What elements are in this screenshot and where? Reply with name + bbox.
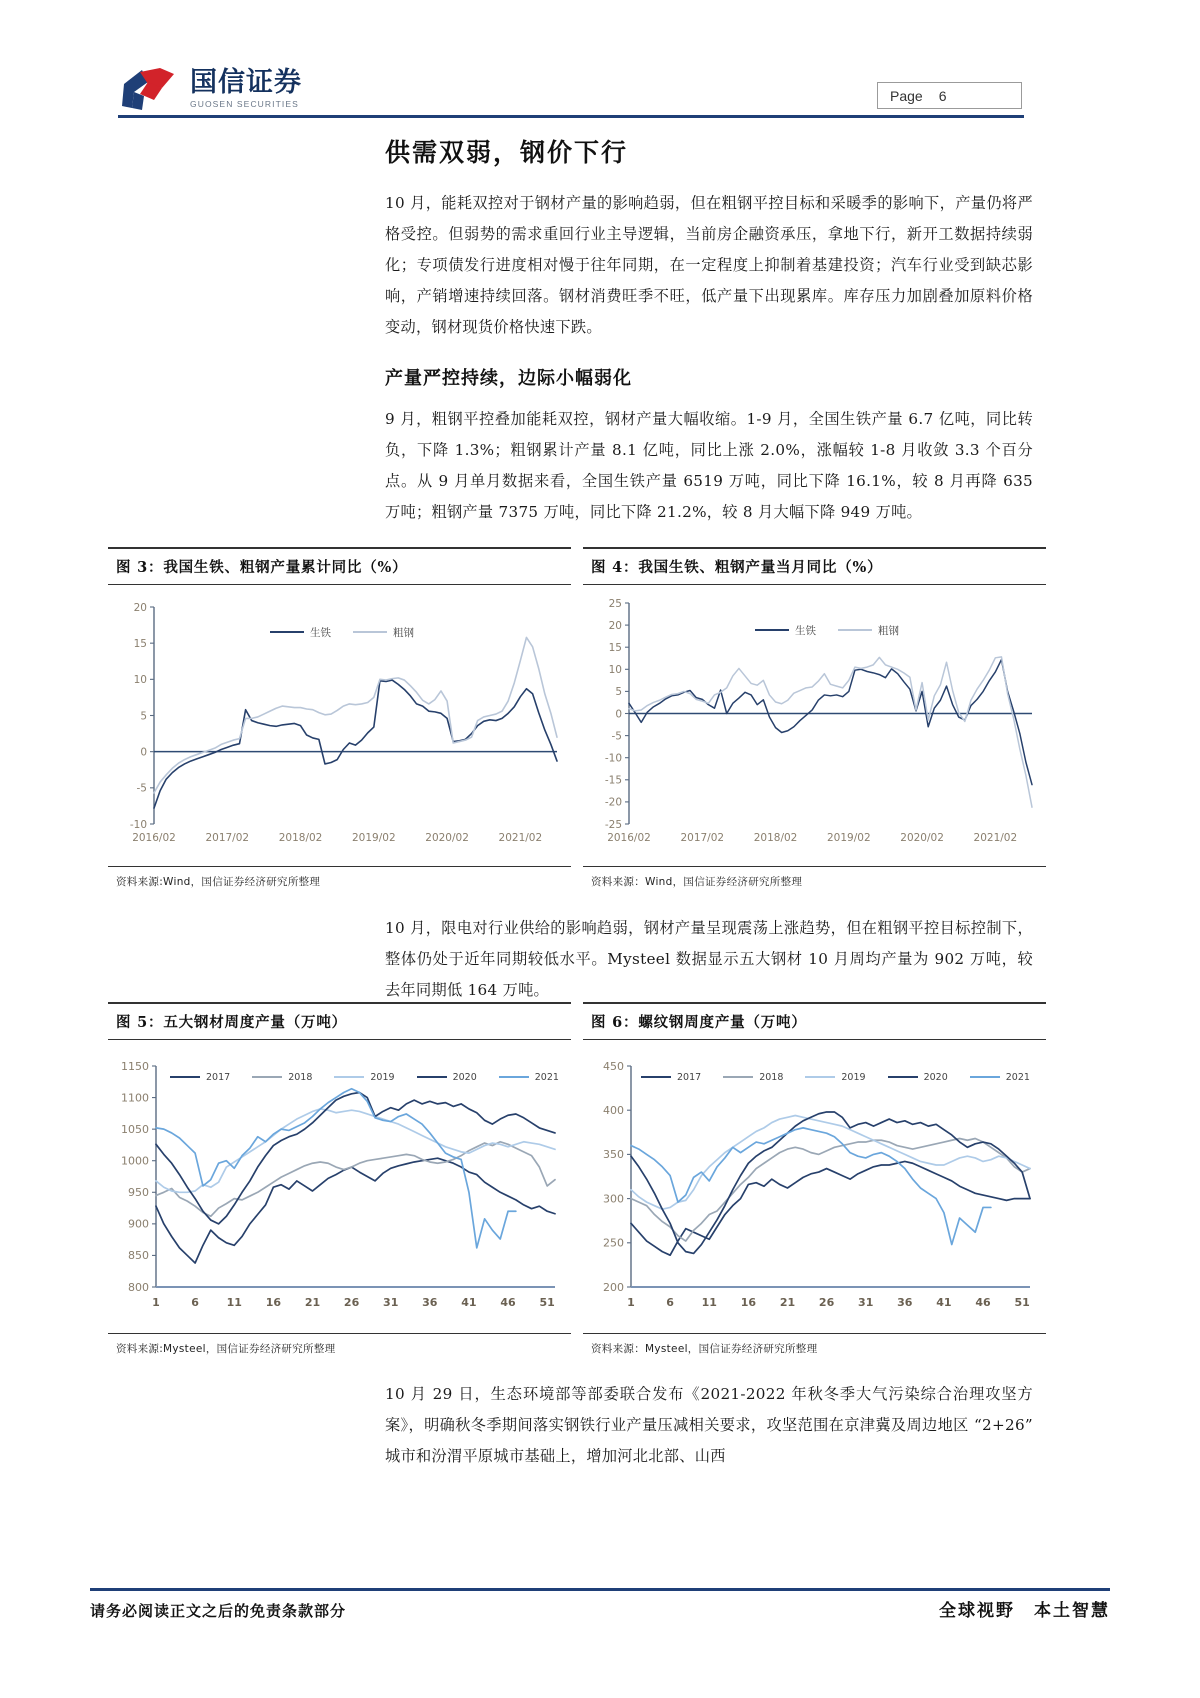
svg-text:11: 11 <box>226 1295 242 1309</box>
svg-text:21: 21 <box>779 1295 796 1309</box>
svg-text:20: 20 <box>133 601 147 614</box>
legend-swatch-2019 <box>334 1076 364 1078</box>
svg-text:2020/02: 2020/02 <box>425 831 469 844</box>
footer-disclaimer: 请务必阅读正文之后的免责条款部分 <box>90 1602 347 1620</box>
legend-swatch-2020 <box>888 1076 918 1078</box>
svg-text:36: 36 <box>422 1295 438 1309</box>
svg-text:2016/02: 2016/02 <box>132 831 176 844</box>
svg-text:51: 51 <box>1014 1295 1030 1309</box>
figure-6-panel <box>583 1002 1046 1356</box>
legend-label-2020: 2020 <box>923 1071 948 1083</box>
svg-text:2019/02: 2019/02 <box>827 831 871 844</box>
paragraph-2: 9 月，粗钢平控叠加能耗双控，钢材产量大幅收缩。1-9 月，全国生铁产量 6.7 亿吨，同比转负，下降 1.3%；粗钢累计产量 8.1 亿吨，同比上涨 2.0%，涨幅较 1-8 月收敛 3.3 个百分点。从 9 月单月数据来看，全国生铁产量 6519 万吨，同比下降 16.1%，较 8 月再降 635 万吨；粗钢产量 7375 万吨，同比下降 21.2%，较 8 月大幅下降 949 万吨。 <box>385 410 1033 521</box>
svg-text:41: 41 <box>461 1295 477 1309</box>
figure-5-svg <box>108 1040 571 1333</box>
svg-text:46: 46 <box>975 1295 991 1309</box>
logo-text-english: GUOSEN SECURITIES <box>190 99 299 109</box>
legend-swatch-2017 <box>170 1076 200 1078</box>
guosen-logo-icon <box>118 66 180 112</box>
svg-text:36: 36 <box>897 1295 913 1309</box>
svg-text:10: 10 <box>133 673 147 686</box>
svg-text:2021/02: 2021/02 <box>498 831 543 844</box>
legend-item-crude-steel <box>838 623 899 638</box>
svg-text:6: 6 <box>666 1295 674 1309</box>
legend-item-2018 <box>252 1072 312 1083</box>
figure-3-plot-area <box>108 585 571 866</box>
svg-text:5: 5 <box>615 685 622 698</box>
figure-3-panel <box>108 547 571 889</box>
svg-text:2020/02: 2020/02 <box>900 831 944 844</box>
legend-label-2021: 2021 <box>1005 1071 1030 1083</box>
legend-item-2017 <box>170 1072 230 1083</box>
svg-text:-5: -5 <box>136 782 147 795</box>
figure-4-legend <box>755 623 921 638</box>
legend-swatch-2018 <box>252 1076 282 1078</box>
svg-text:2016/02: 2016/02 <box>607 831 651 844</box>
figure-6-title: 图 6：螺纹钢周度产量（万吨） <box>591 1013 807 1031</box>
svg-text:350: 350 <box>603 1147 624 1161</box>
figure-3-source: 资料来源:Wind，国信证券经济研究所整理 <box>116 875 321 888</box>
legend-label-2018: 2018 <box>288 1071 313 1083</box>
svg-text:450: 450 <box>603 1059 624 1073</box>
company-logo <box>118 66 302 112</box>
legend-swatch-2020 <box>417 1076 447 1078</box>
paragraph-4: 10 月 29 日，生态环境部等部委联合发布《2021-2022 年秋冬季大气污染综合治理攻坚方案》，明确秋冬季期间落实钢铁行业产量压减相关要求，攻坚范围在京津冀及周边地区 “2+26” 城市和汾渭平原城市基础上，增加河北北部、山西 <box>385 1385 1033 1465</box>
svg-text:2019/02: 2019/02 <box>352 831 396 844</box>
legend-label-2017: 2017 <box>677 1071 702 1083</box>
svg-text:11: 11 <box>701 1295 717 1309</box>
svg-text:15: 15 <box>133 637 147 650</box>
svg-text:6: 6 <box>191 1295 199 1309</box>
svg-text:300: 300 <box>603 1191 624 1205</box>
legend-item-2017 <box>641 1072 701 1083</box>
figure-6-source: 资料来源：Mysteel，国信证券经济研究所整理 <box>591 1342 818 1355</box>
legend-item-2021 <box>970 1072 1030 1083</box>
legend-swatch-crude-steel <box>353 631 387 634</box>
legend-label-pig-iron: 生铁 <box>795 624 816 637</box>
legend-swatch-2017 <box>641 1076 671 1078</box>
svg-text:200: 200 <box>603 1280 624 1294</box>
legend-item-pig-iron <box>755 623 816 638</box>
legend-swatch-crude-steel <box>838 629 872 632</box>
svg-text:1: 1 <box>627 1295 635 1309</box>
svg-text:-5: -5 <box>611 729 622 742</box>
figure-5-plot-area <box>108 1040 571 1333</box>
svg-text:20: 20 <box>608 619 622 632</box>
svg-text:16: 16 <box>265 1295 282 1309</box>
svg-text:15: 15 <box>608 641 622 654</box>
svg-text:26: 26 <box>343 1295 360 1309</box>
svg-text:1150: 1150 <box>121 1059 149 1073</box>
legend-swatch-2019 <box>805 1076 835 1078</box>
legend-label-crude-steel: 粗钢 <box>878 624 899 637</box>
svg-text:0: 0 <box>615 707 622 720</box>
svg-text:-20: -20 <box>604 796 622 809</box>
svg-text:10: 10 <box>608 663 622 676</box>
figure-5-source: 资料来源:Mysteel，国信证券经济研究所整理 <box>116 1342 336 1355</box>
figure-5-title: 图 5：五大钢材周度产量（万吨） <box>116 1013 347 1031</box>
figure-4-plot-area <box>583 585 1046 866</box>
legend-item-2020 <box>888 1072 948 1083</box>
footer-slogan: 全球视野 本土智慧 <box>939 1601 1110 1621</box>
legend-label-2020: 2020 <box>452 1071 477 1083</box>
svg-text:2018/02: 2018/02 <box>278 831 323 844</box>
svg-text:31: 31 <box>383 1295 399 1309</box>
legend-item-2019 <box>334 1072 394 1083</box>
paragraph-1: 10 月，能耗双控对于钢材产量的影响趋弱，但在粗钢平控目标和采暖季的影响下，产量仍将严格受控。但弱势的需求重回行业主导逻辑，当前房企融资承压，拿地下行，新开工数据持续弱化；专项债发行进度相对慢于往年同期，在一定程度上抑制着基建投资；汽车行业受到缺芯影响，产销增速持续回落。钢材消费旺季不旺，低产量下出现累库。库存压力加剧叠加原料价格变动，钢材现货价格快速下跌。 <box>385 194 1033 336</box>
svg-text:1000: 1000 <box>121 1154 149 1168</box>
svg-text:2017/02: 2017/02 <box>680 831 725 844</box>
legend-label-2019: 2019 <box>841 1071 866 1083</box>
svg-text:950: 950 <box>128 1185 149 1199</box>
svg-text:800: 800 <box>128 1280 149 1294</box>
figure-6-legend <box>641 1072 1052 1083</box>
svg-text:0: 0 <box>140 745 147 758</box>
legend-swatch-2021 <box>499 1076 529 1078</box>
legend-item-2018 <box>723 1072 783 1083</box>
svg-text:51: 51 <box>539 1295 555 1309</box>
svg-text:400: 400 <box>603 1103 624 1117</box>
svg-text:2018/02: 2018/02 <box>753 831 798 844</box>
legend-label-2018: 2018 <box>759 1071 784 1083</box>
svg-text:5: 5 <box>140 709 147 722</box>
svg-text:46: 46 <box>500 1295 516 1309</box>
page-number-box <box>877 82 1022 109</box>
legend-swatch-pig-iron <box>270 631 304 634</box>
legend-label-crude-steel: 粗钢 <box>393 626 414 639</box>
page-label: Page <box>890 87 923 104</box>
svg-text:41: 41 <box>936 1295 952 1309</box>
legend-item-2019 <box>805 1072 865 1083</box>
legend-label-2021: 2021 <box>534 1071 559 1083</box>
figure-5-panel <box>108 1002 571 1356</box>
svg-text:21: 21 <box>304 1295 321 1309</box>
svg-text:-15: -15 <box>604 774 622 787</box>
footer-divider <box>90 1588 1110 1591</box>
svg-text:26: 26 <box>818 1295 835 1309</box>
legend-item-pig-iron <box>270 625 331 640</box>
paragraph-3: 10 月，限电对行业供给的影响趋弱，钢材产量呈现震荡上涨趋势，但在粗钢平控目标控制下，整体仍处于近年同期较低水平。Mysteel 数据显示五大钢材 10 月周均产量为 902 万吨，较去年同期低 164 万吨。 <box>385 919 1033 999</box>
legend-label-pig-iron: 生铁 <box>310 626 331 639</box>
svg-text:16: 16 <box>740 1295 757 1309</box>
svg-text:1050: 1050 <box>121 1122 149 1136</box>
figure-6-svg <box>583 1040 1046 1333</box>
figure-4-panel <box>583 547 1046 889</box>
logo-text-chinese: 国信证券 <box>190 67 302 98</box>
section-subtitle: 产量严控持续，边际小幅弱化 <box>385 368 632 389</box>
svg-text:900: 900 <box>128 1217 149 1231</box>
svg-text:31: 31 <box>858 1295 874 1309</box>
legend-label-2019: 2019 <box>370 1071 395 1083</box>
section-title: 供需双弱，钢价下行 <box>385 138 629 167</box>
legend-swatch-pig-iron <box>755 629 789 632</box>
svg-text:2021/02: 2021/02 <box>973 831 1018 844</box>
svg-text:250: 250 <box>603 1236 624 1250</box>
figure-4-source: 资料来源：Wind，国信证券经济研究所整理 <box>591 875 803 888</box>
page-number: 6 <box>938 87 947 104</box>
figure-6-plot-area <box>583 1040 1046 1333</box>
figure-4-title: 图 4：我国生铁、粗钢产量当月同比（%） <box>591 558 883 576</box>
svg-text:-10: -10 <box>129 818 147 831</box>
svg-text:1: 1 <box>152 1295 160 1309</box>
figure-5-legend <box>170 1072 581 1083</box>
svg-text:25: 25 <box>608 597 622 610</box>
svg-text:-10: -10 <box>604 752 622 764</box>
legend-item-crude-steel <box>353 625 414 640</box>
legend-label-2017: 2017 <box>206 1071 231 1083</box>
legend-swatch-2018 <box>723 1076 753 1078</box>
svg-text:850: 850 <box>128 1248 149 1262</box>
legend-item-2020 <box>417 1072 477 1083</box>
svg-text:-25: -25 <box>604 818 622 831</box>
legend-item-2021 <box>499 1072 559 1083</box>
header-divider <box>118 115 1024 118</box>
page-header <box>0 0 1200 125</box>
figure-3-legend <box>270 625 436 640</box>
legend-swatch-2021 <box>970 1076 1000 1078</box>
figure-3-title: 图 3：我国生铁、粗钢产量累计同比（%） <box>116 558 408 576</box>
svg-text:2017/02: 2017/02 <box>205 831 250 844</box>
svg-text:1100: 1100 <box>121 1090 149 1104</box>
